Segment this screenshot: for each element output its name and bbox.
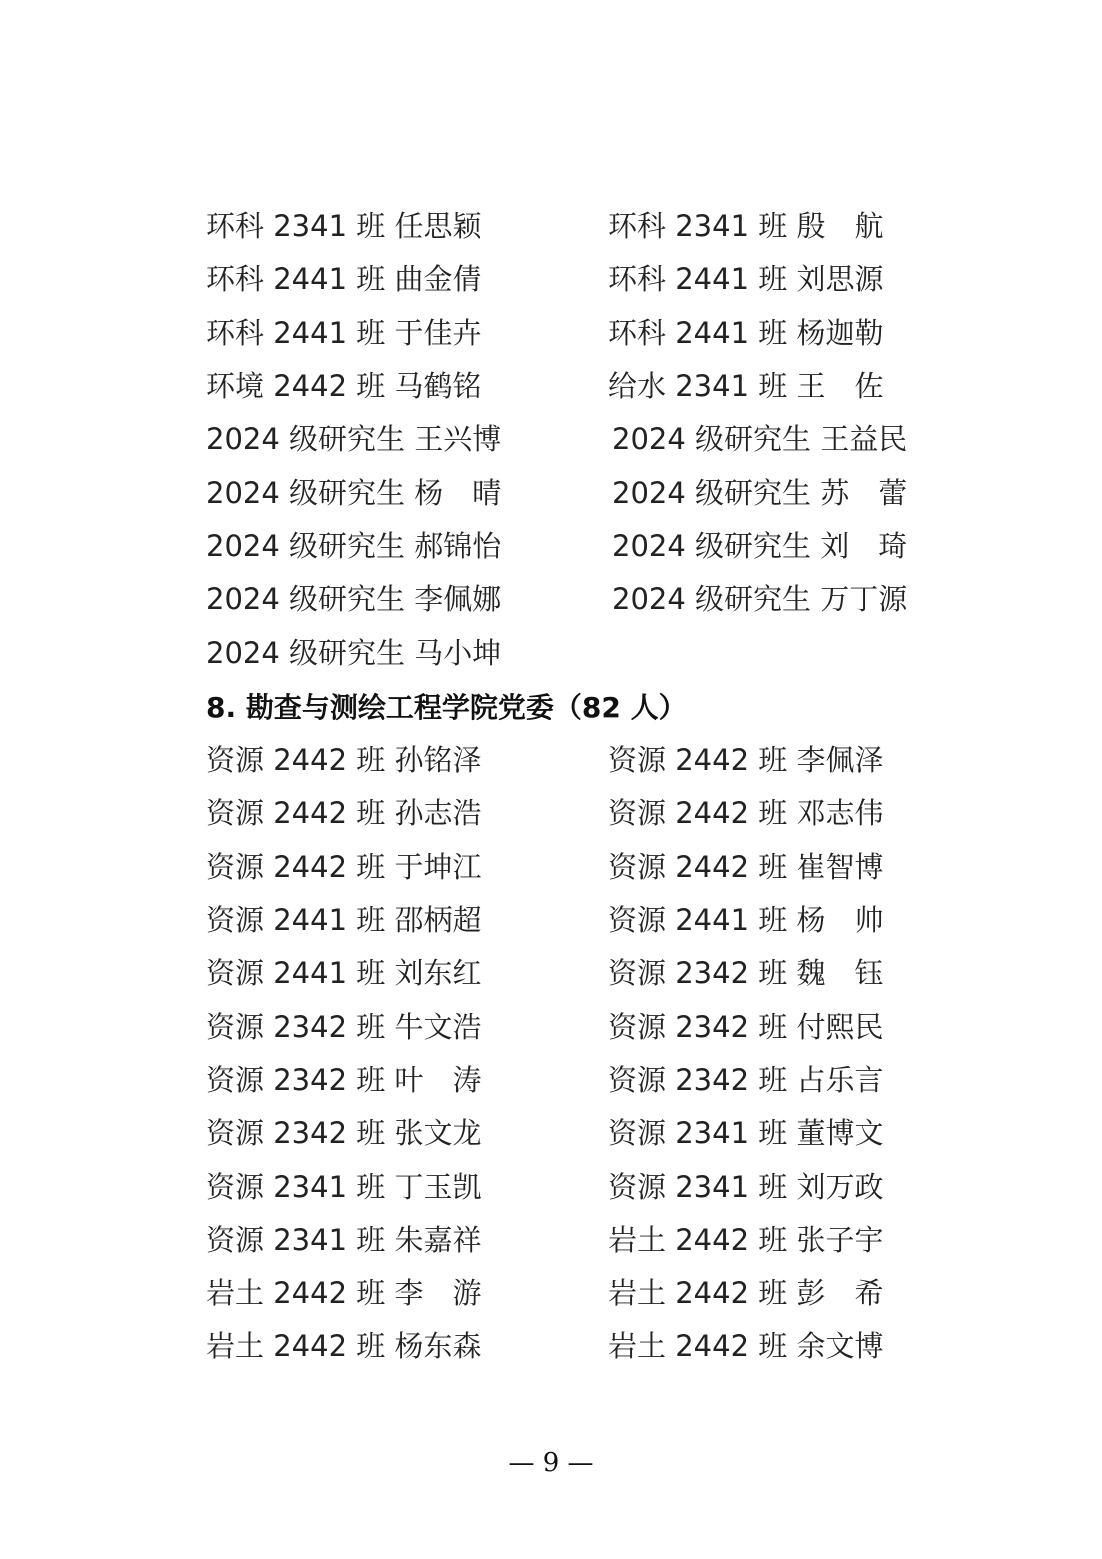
list-row xyxy=(206,466,926,519)
name-entry: 环科 2441 班 刘思源 xyxy=(608,262,884,297)
list-row xyxy=(206,1267,926,1320)
name-entry: 环科 2441 班 杨迦勒 xyxy=(608,315,884,350)
list-row xyxy=(206,1054,926,1107)
name-entry: 资源 2342 班 占乐言 xyxy=(608,1062,884,1097)
name-entry: 资源 2342 班 叶 涛 xyxy=(206,1062,482,1097)
list-row xyxy=(206,360,926,413)
name-entry: 资源 2442 班 孙铭泽 xyxy=(206,743,482,778)
name-entry: 2024 级研究生 杨 晴 xyxy=(206,475,502,510)
name-entry: 资源 2441 班 杨 帅 xyxy=(608,903,884,938)
name-entry: 资源 2342 班 魏 钰 xyxy=(608,956,884,991)
list-row xyxy=(206,1160,926,1213)
list-row xyxy=(206,1107,926,1160)
name-entry: 环科 2341 班 任思颖 xyxy=(206,209,482,244)
list-row xyxy=(206,520,926,573)
list-row xyxy=(206,253,926,306)
section-heading: 8. 勘查与测绘工程学院党委（82 人） xyxy=(206,691,687,724)
name-entry: 岩土 2442 班 李 游 xyxy=(206,1276,482,1311)
name-entry: 资源 2342 班 付熙民 xyxy=(608,1009,884,1044)
name-entry: 资源 2442 班 李佩泽 xyxy=(608,743,884,778)
name-entry: 资源 2342 班 牛文浩 xyxy=(206,1009,482,1044)
name-entry: 环境 2442 班 马鹤铭 xyxy=(206,369,482,404)
name-entry: 资源 2341 班 丁玉凯 xyxy=(206,1169,482,1204)
list-row xyxy=(206,573,926,626)
name-entry: 2024 级研究生 苏 蕾 xyxy=(612,475,908,510)
name-entry: 资源 2341 班 董博文 xyxy=(608,1116,884,1151)
list-row xyxy=(206,787,926,840)
name-entry: 2024 级研究生 王兴博 xyxy=(206,422,502,457)
name-entry: 资源 2442 班 孙志浩 xyxy=(206,796,482,831)
name-entry: 资源 2441 班 刘东红 xyxy=(206,956,482,991)
name-entry: 环科 2341 班 殷 航 xyxy=(608,209,884,244)
name-entry: 资源 2341 班 刘万政 xyxy=(608,1169,884,1204)
name-entry: 2024 级研究生 李佩娜 xyxy=(206,582,502,617)
name-entry: 资源 2442 班 崔智博 xyxy=(608,849,884,884)
name-entry: 2024 级研究生 刘 琦 xyxy=(612,528,908,563)
name-entry: 2024 级研究生 万丁源 xyxy=(612,582,908,617)
name-entry: 资源 2441 班 邵柄超 xyxy=(206,903,482,938)
name-entry: 岩土 2442 班 杨东森 xyxy=(206,1329,482,1364)
name-entry: 环科 2441 班 曲金倩 xyxy=(206,262,482,297)
list-row xyxy=(206,841,926,894)
list-row xyxy=(206,307,926,360)
page-number: — 9 — xyxy=(508,1448,594,1478)
section-a-list xyxy=(206,200,926,680)
list-row xyxy=(206,200,926,253)
name-entry: 岩土 2442 班 彭 希 xyxy=(608,1276,884,1311)
list-row xyxy=(206,413,926,466)
name-entry: 资源 2342 班 张文龙 xyxy=(206,1116,482,1151)
name-entry: 岩土 2442 班 余文博 xyxy=(608,1329,884,1364)
name-entry: 给水 2341 班 王 佐 xyxy=(608,369,884,404)
name-entry: 资源 2442 班 于坤江 xyxy=(206,849,482,884)
list-row xyxy=(206,1214,926,1267)
name-entry: 资源 2442 班 邓志伟 xyxy=(608,796,884,831)
list-row xyxy=(206,947,926,1000)
section-b-list xyxy=(206,734,926,1374)
name-entry: 资源 2341 班 朱嘉祥 xyxy=(206,1222,482,1257)
name-entry: 2024 级研究生 郝锦怡 xyxy=(206,528,502,563)
name-entry: 2024 级研究生 马小坤 xyxy=(206,635,502,670)
name-entry: 岩土 2442 班 张子宇 xyxy=(608,1222,884,1257)
name-entry: 2024 级研究生 王益民 xyxy=(612,422,908,457)
list-row xyxy=(206,626,926,679)
list-row xyxy=(206,1000,926,1053)
name-entry: 环科 2441 班 于佳卉 xyxy=(206,315,482,350)
list-row xyxy=(206,734,926,787)
list-row xyxy=(206,1320,926,1373)
list-row xyxy=(206,894,926,947)
